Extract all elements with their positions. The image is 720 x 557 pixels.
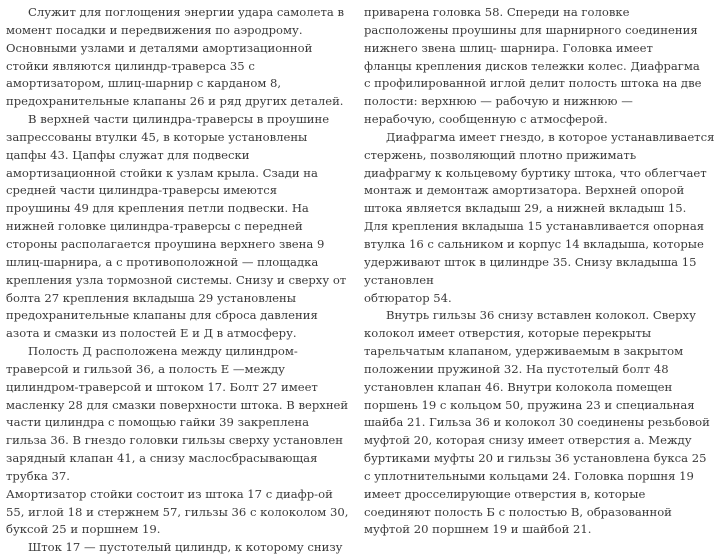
text-line: цапфы 43. Цапфы служат для подвески: [6, 147, 250, 162]
text-line: Шток 17 — пустотелый цилиндр, к которому снизу: [28, 540, 343, 555]
text-line: Для крепления вкладыша 15 устанавливается опорная: [364, 219, 705, 234]
text-line: буртиками муфты 20 и гильзы 36 установлена букса 25: [364, 451, 707, 466]
text-line: Внутрь гильзы 36 снизу вставлен колокол. Сверху: [386, 308, 696, 323]
text-line: нижней головке цилиндра-траверсы с передней: [6, 219, 303, 234]
text-line: крепления узла тормозной системы. Снизу и сверху от: [6, 272, 347, 287]
text-line: муфтой 20, которая снизу имеет отверстия а. Между: [364, 433, 692, 448]
text-line: предохранительные клапаны для сброса давления: [6, 308, 318, 323]
text-line: цилиндром-траверсой и штоком 17. Болт 27 имеет: [6, 379, 318, 394]
text-line: амортизационной стойки к узлам крыла. Сзади на: [6, 165, 318, 180]
text-line: Диафрагма имеет гнездо, в которое устанавливается: [386, 129, 714, 144]
text-line: буксой 25 и поршнем 19.: [6, 522, 161, 537]
text-line: предохранительные клапаны 26 и ряд других деталей.: [6, 94, 344, 109]
text-line: с профилированной иглой делит полость штока на две: [364, 76, 702, 91]
text-line: установлен: [364, 272, 434, 287]
text-line: приварена головка 58. Спереди на головке: [364, 5, 630, 19]
text-line: фланцы крепления дисков тележки колес. Диафрагма: [364, 58, 700, 73]
text-line: нерабочую, сообщенную с атмосферой.: [364, 112, 608, 127]
text-line: Полость Д расположена между цилиндром-: [28, 344, 298, 359]
text-line: монтаж и демонтаж амортизатора. Верхней опорой: [364, 183, 685, 198]
text-line: азота и смазки из полостей Е и Д в атмосферу.: [6, 326, 297, 341]
text-line: болта 27 крепления вкладыша 29 установлены: [6, 290, 296, 305]
text-line: нижнего звена шлиц- шарнира. Головка имеет: [364, 40, 653, 55]
text-line: штока является вкладыш 29, а нижней вкладыш 15.: [364, 201, 687, 216]
text-line: диафрагму к кольцевому буртику штока, что облегчает: [364, 165, 707, 180]
text-line: колокол имеет отверстия, которые перекрыты: [364, 326, 652, 341]
text-line: удерживают шток в цилиндре 35. Снизу вкладыша 15: [364, 254, 697, 269]
text-line: обтюратор 54.: [364, 290, 452, 305]
text-line: стержень, позволяющий плотно прижимать: [364, 147, 637, 162]
text-line: шлиц-шарнира, а с противоположной — площадка: [6, 254, 319, 269]
text-line: амортизатором, шлиц-шарнир с карданом 8,: [6, 76, 282, 91]
text-line: момент посадки и передвижения по аэродрому.: [6, 22, 303, 37]
left-column: [6, 4, 356, 557]
text-line: Амортизатор стойки состоит из штока 17 с диафр-ой: [6, 486, 333, 501]
right-column: [364, 4, 714, 557]
text-line: тарельчатым клапаном, удерживаемым в закрытом: [364, 344, 684, 359]
text-line: зарядный клапан 41, а снизу маслосбрасывающая: [6, 451, 318, 466]
text-line: втулка 16 с сальником и корпус 14 вкладыша, которые: [364, 236, 704, 251]
text-line: расположены проушины для шарнирного соединения: [364, 22, 698, 37]
text-line: трубка 37.: [6, 468, 70, 483]
text-line: масленку 28 для смазки поверхности штока. В верхней: [6, 397, 349, 412]
text-columns: [6, 4, 714, 557]
text-line: положении пружиной 32. На пустотелый болт 48: [364, 361, 669, 376]
text-line: запрессованы втулки 45, в которые установлены: [6, 129, 308, 144]
text-line: соединяют полость Б с полостью В, образованной: [364, 504, 672, 519]
text-line: В верхней части цилиндра-траверсы в проушине: [28, 112, 330, 127]
text-line: установлен клапан 46. Внутри колокола помещен: [364, 379, 673, 394]
text-line: гильза 36. В гнездо головки гильзы сверху установлен: [6, 433, 343, 448]
text-line: 55, иглой 18 и стержнем 57, гильзы 36 с колоколом 30,: [6, 504, 349, 519]
text-line: средней части цилиндра-траверсы имеются: [6, 183, 278, 198]
text-line: проушины 49 для крепления петли подвески. На: [6, 201, 309, 216]
text-line: шайба 21. Гильза 36 и колокол 30 соединены резьбовой: [364, 415, 710, 430]
text-line: Основными узлами и деталями амортизационной: [6, 40, 313, 55]
text-line: Служит для поглощения энергии удара самолета в: [28, 5, 345, 19]
text-line: муфтой 20 поршнем 19 и шайбой 21.: [364, 522, 592, 537]
text-line: стойки являются цилиндр-траверса 35 с: [6, 58, 255, 73]
text-line: полости: верхнюю — рабочую и нижнюю —: [364, 94, 633, 109]
text-line: поршень 19 с кольцом 50, пружина 23 и специальная: [364, 397, 695, 412]
text-line: траверсой и гильзой 36, а полость Е —между: [6, 361, 285, 376]
text-line: стороны располагается проушина верхнего звена 9: [6, 236, 325, 251]
text-line: имеет дросселирующие отверстия в, которые: [364, 486, 646, 501]
text-line: части цилиндра с помощью гайки 39 закреплена: [6, 415, 309, 430]
text-line: с уплотнительными кольцами 24. Головка поршня 19: [364, 468, 694, 483]
